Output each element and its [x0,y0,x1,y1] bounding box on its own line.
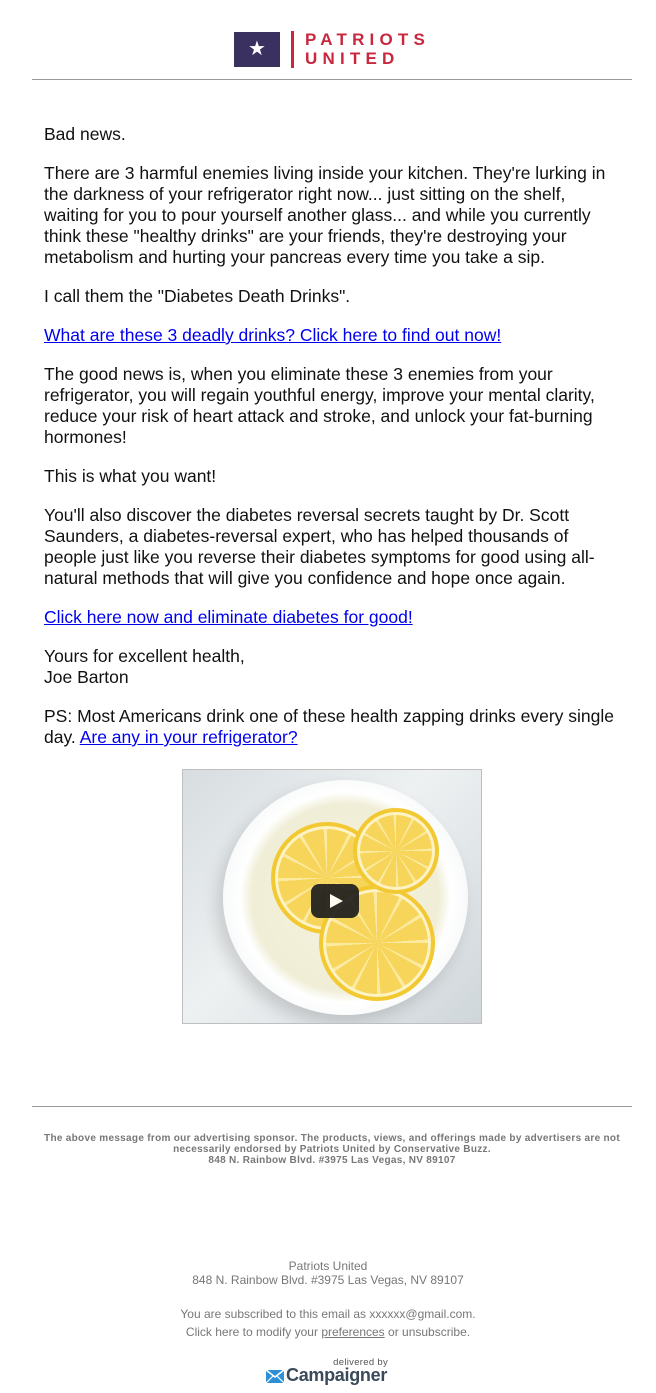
disclaimer-text: The above message from our advertising sponsor. The products, views, and offerings made by advertisers are not necessarily endorsed by Patriots United by Conservative Buzz. [44,1133,620,1155]
email-footer [0,1259,656,1339]
campaigner-badge[interactable] [266,1357,390,1387]
envelope-icon [266,1370,284,1383]
ps-paragraph [44,706,616,748]
deadly-drinks-link[interactable]: What are these 3 deadly drinks? Click here to find out now! [44,325,502,345]
play-button[interactable] [311,884,359,918]
body-paragraph: Bad news. [44,124,126,144]
logo-line-1: PATRIOTS [305,30,431,49]
link-paragraph [44,607,616,628]
body-paragraph: There are 3 harmful enemies living inside your kitchen. They're lurking in the darkness of your refrigerator right now... just sitting on the shelf, waiting for you to pour yourself another glass... and while you currently think these "healthy drinks" are your friends, they're destroying your metabolism and hurting your pancreas every time you take a sip. [44,163,606,267]
body-paragraph: This is what you want! [44,466,217,486]
logo-line-2: UNITED [305,49,400,68]
logo-wordmark [305,30,430,68]
campaigner-brand: Campaigner [286,1365,388,1385]
footer-spacer [0,1287,656,1307]
sponsor-disclaimer [32,1133,632,1166]
signature-block [44,646,616,688]
lemon-slice-image [353,808,439,894]
footer-org: Patriots United [288,1259,368,1273]
star-icon: ★ [234,32,280,67]
video-thumbnail[interactable] [182,769,482,1024]
link-paragraph [44,325,616,346]
email-header [0,0,656,80]
patriots-united-logo[interactable] [234,31,444,67]
logo-divider [291,31,294,68]
play-icon [330,894,343,908]
footer-address: 848 N. Rainbow Blvd. #3975 Las Vegas, NV 89107 [192,1273,464,1287]
disclaimer-address: 848 N. Rainbow Blvd. #3975 Las Vegas, NV 89107 [208,1155,456,1166]
email-body [44,124,616,766]
header-divider [32,79,632,80]
refrigerator-link[interactable]: Are any in your refrigerator? [79,727,298,747]
modify-prefix: Click here to modify your [185,1325,318,1339]
preferences-link[interactable]: preferences [321,1325,385,1339]
subscription-notice: You are subscribed to this email as xxxxxx@gmail.com. [180,1307,476,1321]
ps-text: PS: Most Americans drink one of these health zapping drinks every single day. [44,706,615,747]
body-paragraph: The good news is, when you eliminate these 3 enemies from your refrigerator, you will regain youthful energy, improve your mental clarity, reduce your risk of heart attack and stroke, and unlock your fat-burning hormones! [44,364,595,447]
signature-name: Joe Barton [44,667,129,687]
footer-divider [32,1106,632,1107]
body-paragraph: You'll also discover the diabetes reversal secrets taught by Dr. Scott Saunders, a diabetes-reversal expert, who has helped thousands of people just like you reverse their diabetes symptoms for good using all-natural methods that will give you confidence and hope once again. [44,505,595,588]
delivered-by-label: delivered by [333,1357,388,1368]
preferences-line [0,1325,656,1339]
signoff: Yours for excellent health, [44,646,245,666]
modify-suffix: or unsubscribe. [388,1325,471,1339]
eliminate-diabetes-link[interactable]: Click here now and eliminate diabetes for good! [44,607,413,627]
body-paragraph: I call them the "Diabetes Death Drinks". [44,286,351,306]
